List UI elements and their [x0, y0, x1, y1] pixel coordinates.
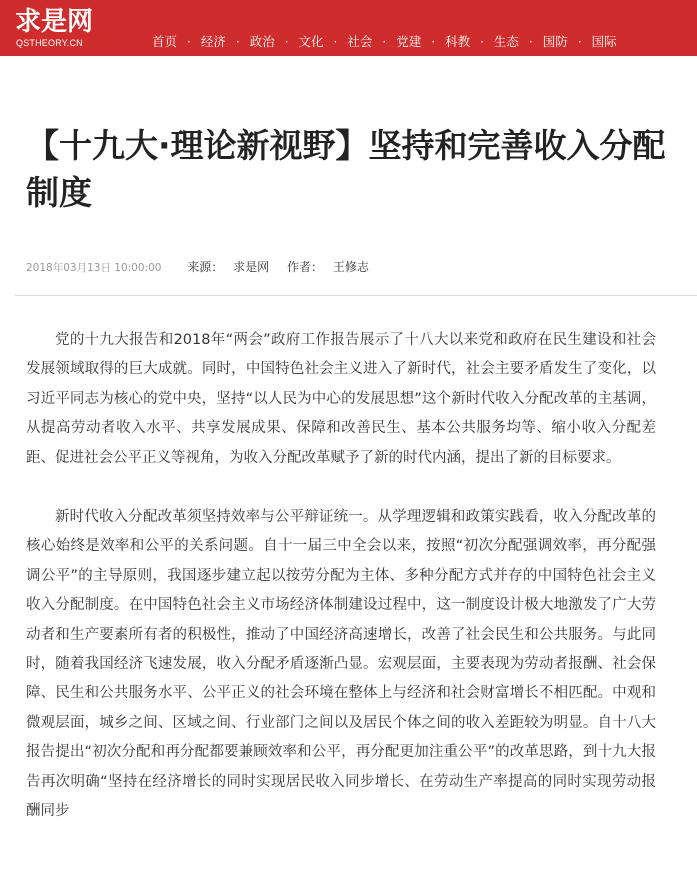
nav-separator: · [431, 35, 436, 49]
nav-item-6[interactable]: 党建 [396, 34, 422, 49]
nav-separator: · [187, 35, 191, 49]
main-nav [152, 34, 617, 50]
nav-item-2[interactable]: 经济 [200, 34, 226, 49]
article-paragraph: 新时代收入分配改革须坚持效率与公平辩证统一。从学理逻辑和政策实践看，收入分配改革的核心始终是效率和公平的关系问题。自十一届三中全会以来，按照“初次分配强调效率，再分配强调公平”的主导原则，我国逐步建立起以按劳分配为主体、多种分配方式并存的中国特色社会主义收入分配制度。在中国特色社会主义市场经济体制建设过程中，这一制度设计极大地激发了广大劳动者和生产要素所有者的积极性，推动了中国经济高速增长，改善了社会民生和公共服务。与此同时，随着我国经济飞速发展，收入分配矛盾逐渐凸显。宏观层面，主要表现为劳动者报酬、社会保障、民生和公共服务水平、公平正义的社会环境在整体上与经济和社会财富增长不相匹配。中观和微观层面，城乡之间、区域之间、行业部门之间以及居民个体之间的收入差距较为明显。自十八大报告提出“初次分配和再分配都要兼顾效率和公平，再分配更加注重公平”的改革思路，到十九大报告再次明确“坚持在经济增长的同时实现居民收入同步增长、在劳动生产率提高的同时实现劳动报酬同步 [26, 509, 656, 820]
author-label: 作者： [286, 260, 323, 274]
article-title: 【十九大·理论新视野】坚持和完善收入分配制度 [26, 126, 666, 212]
nav-item-7[interactable]: 科教 [445, 34, 471, 49]
article-meta [26, 259, 383, 276]
article-author: 王修志 [332, 260, 369, 274]
nav-separator: · [528, 35, 533, 49]
nav-item-10[interactable]: 国际 [591, 34, 617, 49]
nav-item-4[interactable]: 文化 [298, 34, 324, 49]
nav-separator: · [284, 35, 289, 49]
nav-separator: · [333, 35, 338, 49]
nav-separator: · [382, 35, 387, 49]
article-source: 求是网 [233, 260, 270, 274]
nav-item-5[interactable]: 社会 [347, 34, 373, 49]
nav-separator: · [577, 35, 582, 49]
source-label: 来源： [187, 260, 224, 274]
site-logo-domain: QSTHEORY.CN [16, 38, 83, 48]
article-body [26, 326, 656, 857]
meta-divider [15, 295, 697, 296]
article-paragraph: 党的十九大报告和2018年“两会”政府工作报告展示了十八大以来党和政府在民生建设和社会发展领域取得的巨大成就。同时，中国特色社会主义进入了新时代，社会主要矛盾发生了变化，以习近平同志为核心的党中央，坚持“以人民为中心的发展思想”这个新时代收入分配改革的主基调，从提高劳动者收入水平、共享发展成果、保障和改善民生、基本公共服务均等、缩小收入分配差距、促进社会公平正义等视角，为收入分配改革赋予了新的时代内涵，提出了新的目标要求。 [26, 332, 656, 466]
nav-item-8[interactable]: 生态 [493, 34, 519, 49]
nav-separator: · [235, 35, 240, 49]
nav-item-1[interactable]: 首页 [152, 34, 178, 49]
site-header [0, 0, 697, 56]
nav-item-3[interactable]: 政治 [249, 34, 275, 49]
nav-item-9[interactable]: 国防 [542, 34, 568, 49]
article-date: 2018年03月13日 10:00:00 [26, 262, 162, 274]
site-logo[interactable]: 求是网 [15, 7, 94, 37]
nav-separator: · [480, 35, 484, 49]
